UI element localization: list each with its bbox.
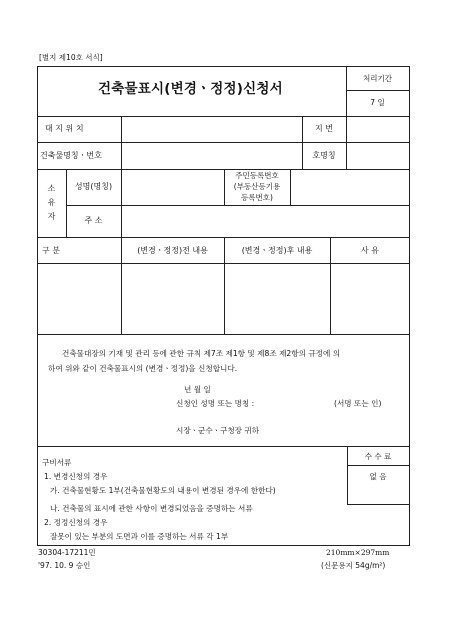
site-location-label: 대 지 위 치 <box>45 124 84 133</box>
attachment-item: 2. 정정신청의 경우 <box>44 518 108 527</box>
attachment-item: 가. 건축물현황도 1부(건축물현황도의 내용이 변경된 경우에 한한다) <box>50 486 276 495</box>
owner-label-2: 유 <box>47 198 56 207</box>
resident-number-field[interactable] <box>291 170 409 204</box>
processing-period-value: 7 일 <box>370 98 385 107</box>
building-name-field[interactable] <box>122 143 301 168</box>
lot-number-field[interactable] <box>347 117 409 141</box>
after-content-header: (변경ㆍ정정)후 내용 <box>241 246 313 255</box>
application-date: 년 월 일 <box>184 385 211 394</box>
category-header: 구 분 <box>42 246 60 255</box>
paper-size: 210mm×297mm <box>326 548 390 557</box>
form-number: [별지 제10호 서식] <box>39 53 103 62</box>
reason-field[interactable] <box>331 264 409 333</box>
after-content-field[interactable] <box>225 264 329 333</box>
fee-bottom <box>347 504 409 505</box>
owner-name-field[interactable] <box>122 170 223 204</box>
building-name-label: 건축물명칭ㆍ번호 <box>40 151 102 160</box>
resident-number-label-3: 등록번호) <box>241 193 273 202</box>
fee-value: 없 음 <box>369 472 387 481</box>
owner-name-label: 성명(명칭) <box>74 182 113 191</box>
house-number-field[interactable] <box>347 143 409 168</box>
house-number-label: 호명칭 <box>312 151 336 160</box>
resident-number-label-1: 주민등록번호 <box>235 171 279 180</box>
form-code: 30304-17211민 <box>38 548 96 557</box>
col-line <box>66 169 67 237</box>
resident-number-label-2: (부동산등기용 <box>233 182 281 191</box>
lot-number-label: 지 번 <box>315 124 333 133</box>
category-field[interactable] <box>38 264 120 333</box>
site-location-field[interactable] <box>122 117 301 141</box>
title-divider <box>346 66 347 116</box>
paper-type: (신문용지 54g/m²) <box>321 561 386 570</box>
attachment-item: 잘못이 있는 부분의 도면과 이를 증명하는 서류 각 1부 <box>50 532 229 541</box>
fee-divider <box>347 465 409 466</box>
approval-date: '97. 10. 9 승인 <box>38 561 91 570</box>
attachments-header: 구비서류 <box>42 458 72 467</box>
form-title: 건축물표시(변경ㆍ정정)신청서 <box>98 81 283 97</box>
applicant-label: 신청인 성명 또는 명칭 : <box>176 399 255 408</box>
owner-label-1: 소 <box>47 184 56 193</box>
owner-label-3: 자 <box>47 212 56 221</box>
row-line <box>37 334 410 335</box>
before-content-field[interactable] <box>122 264 223 333</box>
processing-period-label: 처리기간 <box>363 74 392 83</box>
col-line <box>302 116 303 169</box>
owner-address-label: 주 소 <box>84 216 103 225</box>
signature-label: (서명 또는 인) <box>334 399 382 408</box>
recipient-label: 시장ㆍ군수ㆍ구청장 귀하 <box>176 426 260 435</box>
before-content-header: (변경ㆍ정정)전 내용 <box>137 246 208 255</box>
attachment-item: 나. 건축물의 표시에 관한 사항이 변경되었음을 증명하는 서류 <box>50 504 253 513</box>
owner-address-field[interactable] <box>122 206 409 236</box>
row-line <box>37 446 410 447</box>
declaration-line-2: 하여 위와 같이 건축물표시의 (변경ㆍ정정)을 신청합니다. <box>48 364 238 373</box>
processing-divider <box>346 90 409 91</box>
declaration-line-1: 건축물대장의 기재 및 관리 등에 관한 규칙 제7조 제1항 및 제8조 제2항의 규정에 의 <box>62 349 341 358</box>
fee-label: 수 수 료 <box>364 452 392 461</box>
reason-header: 사 유 <box>361 246 379 255</box>
attachment-item: 1. 변경신청의 경우 <box>44 472 108 481</box>
